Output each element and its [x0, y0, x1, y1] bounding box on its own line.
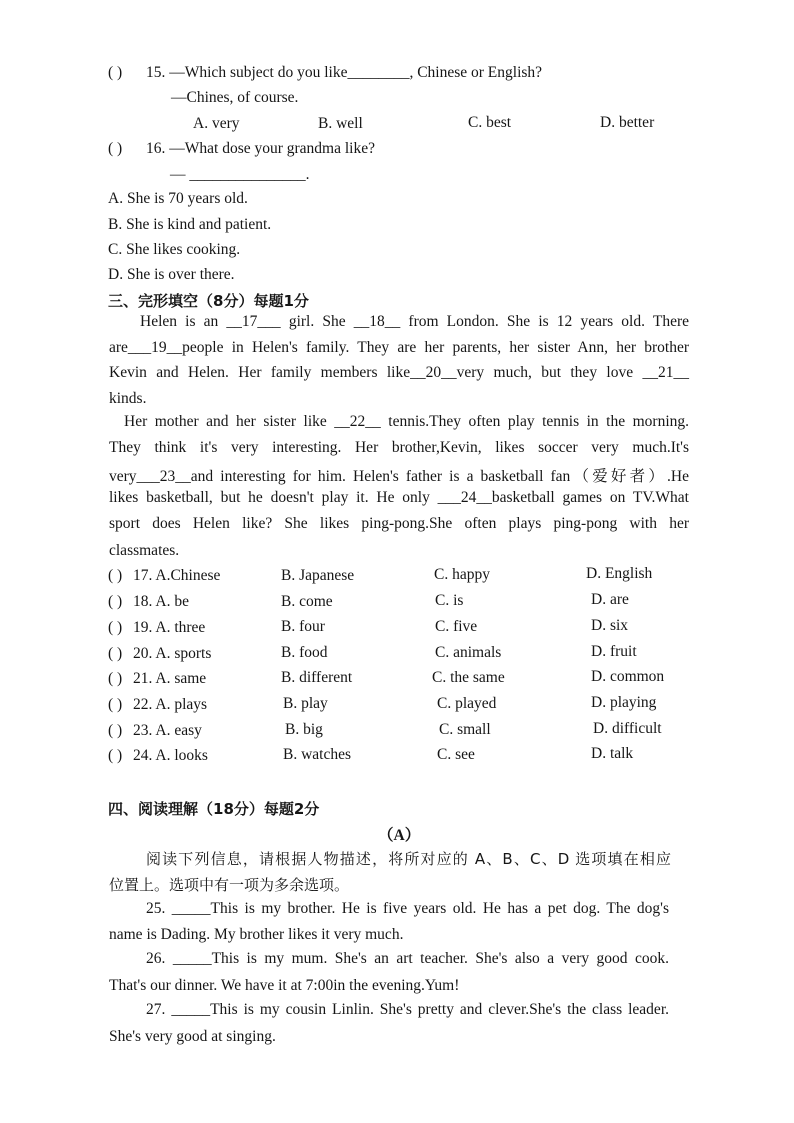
- question-16-blank: — _______________.: [170, 166, 310, 183]
- instruction-line: 阅读下列信息，请根据人物描述，将所对应的 A、B、C、D 选项填在相应: [146, 850, 671, 868]
- option-c: C. played: [437, 695, 497, 712]
- option-c: C. happy: [434, 566, 490, 583]
- option-d: D. better: [600, 114, 655, 131]
- question-15-answer: —Chines, of course.: [171, 89, 299, 106]
- cloze-line: Her mother and her sister like __22__ tennis.They often play tennis in the morning.: [124, 413, 689, 430]
- answer-bracket: ( ): [108, 567, 123, 584]
- option-c: C. best: [468, 114, 512, 131]
- answer-bracket: ( ): [108, 722, 123, 739]
- reading-item-27: 27. _____This is my cousin Linlin. She's pretty and clever.She's the class leader.: [146, 1001, 669, 1018]
- reading-item-25: 25. _____This is my brother. He is five years old. He has a pet dog. The dog's: [146, 900, 669, 917]
- section-4-title: 四、阅读理解（18分）每题2分: [108, 800, 320, 818]
- option-b: B. Japanese: [281, 567, 355, 584]
- answer-bracket: ( ): [108, 619, 123, 636]
- cloze-line: They think it's very interesting. Her brother,Kevin, likes soccer very much.It's: [109, 439, 689, 456]
- reading-item-26-cont: That's our dinner. We have it at 7:00in the evening.Yum!: [109, 977, 460, 994]
- option-c: C. animals: [435, 644, 502, 661]
- question-number-option-a: 17. A.Chinese: [133, 567, 221, 584]
- cloze-line: classmates.: [109, 542, 180, 559]
- option-c: C. five: [435, 618, 478, 635]
- option-c: C. is: [435, 592, 464, 609]
- reading-item-26: 26. _____This is my mum. She's an art teacher. She's also a very good cook.: [146, 950, 669, 967]
- cloze-line: Helen is an __17___ girl. She __18__ from London. She is 12 years old. There: [140, 313, 689, 330]
- option-d: D. common: [591, 668, 665, 685]
- option-b: B. well: [318, 115, 363, 132]
- answer-bracket: ( ): [108, 64, 123, 81]
- option-a: A. very: [193, 115, 240, 132]
- question-number-option-a: 22. A. plays: [133, 696, 208, 713]
- cloze-line: Kevin and Helen. Her family members like__20__very much, but they love __21__: [109, 364, 689, 381]
- question-number-option-a: 19. A. three: [133, 619, 206, 636]
- option-d: D. are: [591, 591, 629, 608]
- cloze-line: likes basketball, but he doesn't play it. He only ___24__basketball games on TV.What: [109, 489, 689, 506]
- option-b: B. She is kind and patient.: [108, 216, 272, 233]
- option-d: D. English: [586, 565, 653, 582]
- question-number-option-a: 18. A. be: [133, 593, 189, 610]
- option-a: A. She is 70 years old.: [108, 190, 248, 207]
- answer-bracket: ( ): [108, 645, 123, 662]
- option-b: B. big: [285, 721, 323, 738]
- option-b: B. watches: [283, 746, 352, 763]
- option-c: C. the same: [432, 669, 505, 686]
- question-16-stem: 16. —What dose your grandma like?: [146, 140, 375, 157]
- option-c: C. She likes cooking.: [108, 241, 241, 258]
- option-c: C. small: [439, 721, 491, 738]
- option-d: D. difficult: [593, 720, 662, 737]
- reading-item-25-cont: name is Dading. My brother likes it very much.: [109, 926, 404, 943]
- answer-bracket: ( ): [108, 696, 123, 713]
- option-d: D. She is over there.: [108, 266, 235, 283]
- question-number-option-a: 23. A. easy: [133, 722, 202, 739]
- question-number-option-a: 21. A. same: [133, 670, 207, 687]
- option-d: D. fruit: [591, 643, 637, 660]
- instruction-line: 位置上。选项中有一项为多余选项。: [109, 876, 350, 894]
- option-b: B. different: [281, 669, 353, 686]
- option-b: B. food: [281, 644, 328, 661]
- cloze-line: kinds.: [109, 390, 147, 407]
- answer-bracket: ( ): [108, 670, 123, 687]
- cloze-line: are___19__people in Helen's family. They are her parents, her sister Ann, her brother: [109, 339, 689, 356]
- option-d: D. six: [591, 617, 629, 634]
- answer-bracket: ( ): [108, 747, 123, 764]
- option-d: D. talk: [591, 745, 634, 762]
- option-b: B. play: [283, 695, 328, 712]
- cloze-line: sport does Helen like? She likes ping-pong.She often plays ping-pong with her: [109, 515, 689, 532]
- section-3-title: 三、完形填空（8分）每题1分: [108, 292, 309, 310]
- option-b: B. four: [281, 618, 325, 635]
- option-d: D. playing: [591, 694, 657, 711]
- question-number-option-a: 20. A. sports: [133, 645, 212, 662]
- option-b: B. come: [281, 593, 333, 610]
- answer-bracket: ( ): [108, 140, 123, 157]
- answer-bracket: ( ): [108, 593, 123, 610]
- reading-item-27-cont: She's very good at singing.: [109, 1028, 276, 1045]
- question-15-stem: 15. —Which subject do you like________, Chinese or English?: [146, 64, 543, 81]
- option-c: C. see: [437, 746, 475, 763]
- cloze-line: very___23__and interesting for him. Helen's father is a basketball fan（爱好者）.He: [109, 468, 689, 485]
- part-label: （A）: [378, 827, 421, 844]
- question-number-option-a: 24. A. looks: [133, 747, 208, 764]
